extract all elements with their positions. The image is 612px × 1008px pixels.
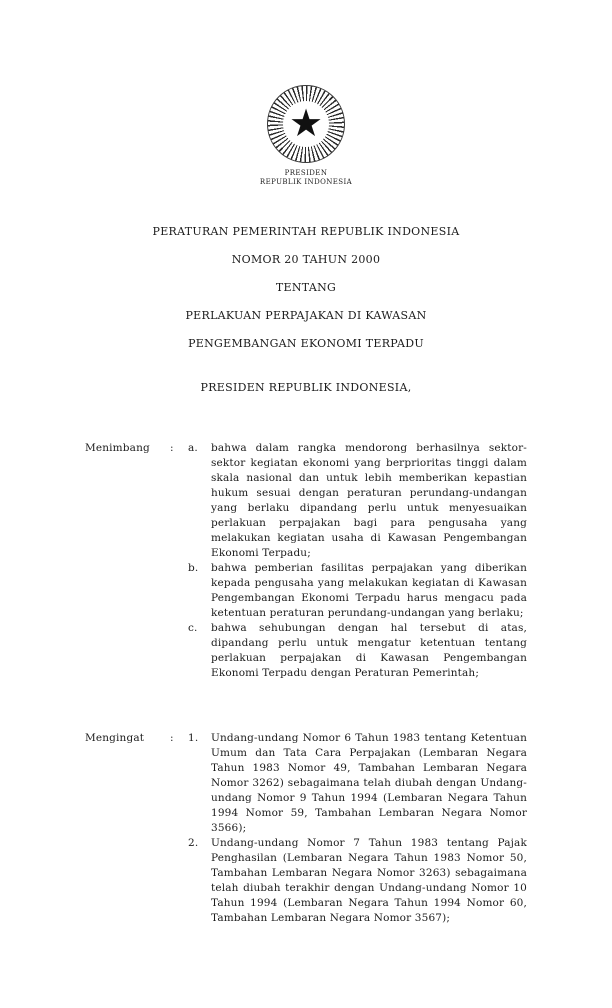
item-text: Undang-undang Nomor 7 Tahun 1983 tentang Pajak Penghasilan (Lembaran Negara Tahun 1983 Nomor 50, Tambahan Lembaran Negara Nomor 3263) sebagaimana telah diubah terakhir dengan Undang-undang Nomor 10 Tahun 1994 (Lembaran Negara Tahun 1994 Nomor 60, Tambahan Lembaran Negara Nomor 3567); (211, 837, 527, 924)
item-marker: a. (188, 442, 198, 454)
letterhead-line-presiden: PRESIDEN (284, 169, 328, 177)
section-menimbang (85, 441, 527, 681)
section-label-menimbang: Menimbang (85, 442, 150, 454)
item-text: Undang-undang Nomor 6 Tahun 1983 tentang Ketentuan Umum dan Tata Cara Perpajakan (Lembaran Negara Tahun 1983 Nomor 49, Tambahan Lembaran Negara Nomor 3262) sebagaimana telah diubah dengan Undang-undang Nomor 9 Tahun 1994 (Lembaran Negara Tahun 1994 Nomor 59, Tambahan Lembaran Negara Nomor 3566); (211, 732, 527, 834)
document-title: PERATURAN PEMERINTAH REPUBLIK INDONESIA (152, 225, 460, 238)
title-block (85, 225, 527, 350)
subject-line-1: PERLAKUAN PERPAJAKAN DI KAWASAN (185, 309, 427, 322)
section-mengingat (85, 731, 527, 926)
list-item (188, 731, 527, 836)
star-icon: ★ (288, 101, 324, 145)
item-text: bahwa pemberian fasilitas perpajakan yang diberikan kepada pengusaha yang melakukan kegiatan di Kawasan Pengembangan Ekonomi Terpadu harus mengacu pada ketentuan peraturan perundang-undangan yang berlaku; (211, 562, 527, 619)
section-colon: : (170, 442, 174, 454)
letterhead (85, 169, 527, 187)
document-number: NOMOR 20 TAHUN 2000 (231, 253, 381, 266)
list-item (188, 561, 527, 621)
list-item (188, 621, 527, 681)
list-item (188, 441, 527, 561)
letterhead-line-republik-indonesia: REPUBLIK INDONESIA (259, 178, 353, 186)
item-marker: 2. (188, 837, 199, 849)
subject-line-2: PENGEMBANGAN EKONOMI TERPADU (188, 337, 424, 350)
list-item (188, 836, 527, 926)
item-marker: b. (188, 562, 199, 574)
section-label-mengingat: Mengingat (85, 732, 145, 744)
item-marker: c. (188, 622, 198, 634)
presidential-seal (267, 85, 345, 163)
salutation: PRESIDEN REPUBLIK INDONESIA, (200, 381, 412, 394)
menimbang-items (188, 441, 527, 681)
mengingat-items (188, 731, 527, 926)
section-colon: : (170, 732, 174, 744)
item-marker: 1. (188, 732, 199, 744)
tentang-label: TENTANG (275, 281, 337, 294)
item-text: bahwa dalam rangka mendorong berhasilnya sektor-sektor kegiatan ekonomi yang berprioritas tinggi dalam skala nasional dan untuk lebih memberikan kepastian hukum sesuai dengan peraturan perundang-undangan yang berlaku dipandang perlu untuk menyesuaikan perlakuan perpajakan bagi para pengusaha yang melakukan kegiatan usaha di Kawasan Pengembangan Ekonomi Terpadu; (211, 442, 527, 559)
item-text: bahwa sehubungan dengan hal tersebut di atas, dipandang perlu untuk mengatur ketentuan tentang perlakuan perpajakan di Kawasan Pengembangan Ekonomi Terpadu dengan Peraturan Pemerintah; (211, 622, 527, 679)
